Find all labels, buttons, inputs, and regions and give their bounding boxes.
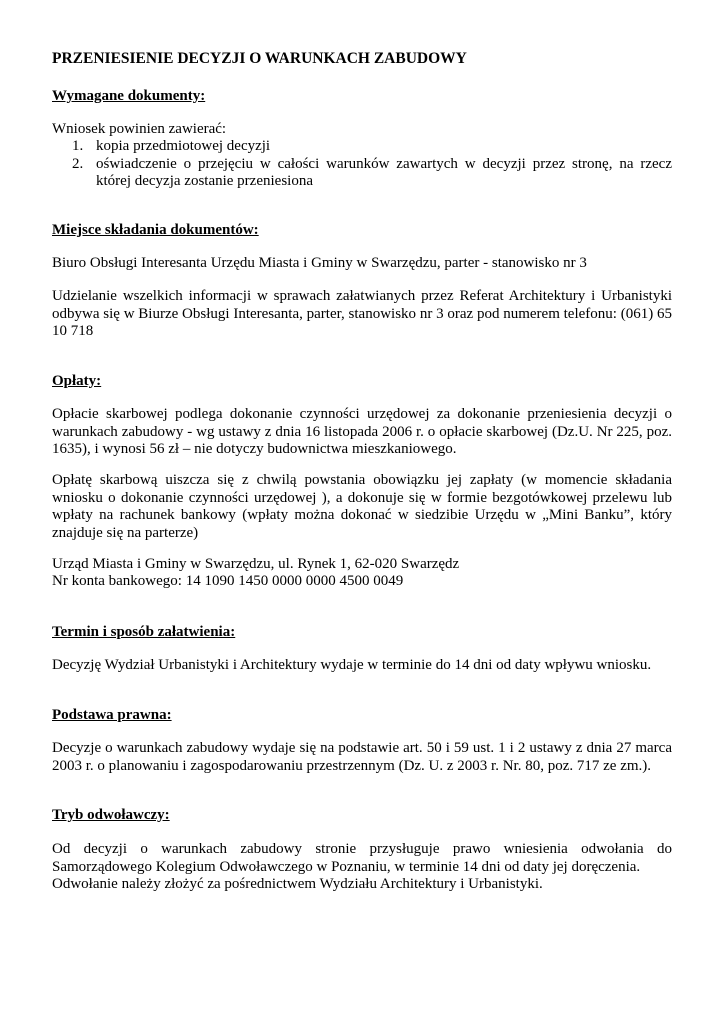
heading-legal-basis: Podstawa prawna: xyxy=(52,707,172,723)
deadline-paragraph: Decyzję Wydział Urbanistyki i Architektury wydaje w terminie do 14 dni od daty wpływu wniosku. xyxy=(52,657,652,673)
documents-intro: Wniosek powinien zawierać: xyxy=(52,121,227,137)
bank-account: Nr konta bankowego: 14 1090 1450 0000 0000 4500 0049 xyxy=(52,573,404,589)
list-item-text: oświadczenie o przejęciu w całości warunków zawartych w decyzji przez stronę, na rzecz której decyzja zostanie przeniesiona xyxy=(96,155,672,190)
documents-list xyxy=(52,138,672,191)
office-address: Urząd Miasta i Gminy w Swarzędzu, ul. Rynek 1, 62-020 Swarzędz xyxy=(52,556,460,572)
heading-appeal: Tryb odwoławczy: xyxy=(52,807,170,823)
fees-paragraph-2: Opłatę skarbową uiszcza się z chwilą powstania obowiązku jej zapłaty (w momencie składania wniosku o dokonanie czynności urzędowej ), a dokonuje się w formie bezgotówkowej przelewu lub wpłaty na rachunek bankowy (wpłaty można dokonać w siedzibie Urzędu w „Mini Banku”, który znajduje się na parterze) xyxy=(52,472,672,541)
appeal-paragraph-1: Od decyzji o warunkach zabudowy stronie przysługuje prawo wniesienia odwołania do Samorządowego Kolegium Odwoławczego w Poznaniu, w terminie 14 dni od daty jej doręczenia. xyxy=(52,841,672,875)
heading-deadline: Termin i sposób załatwienia: xyxy=(52,624,236,640)
heading-required-documents: Wymagane dokumenty: xyxy=(52,88,206,104)
list-item-text: kopia przedmiotowej decyzji xyxy=(96,138,271,154)
legal-basis-paragraph: Decyzje o warunkach zabudowy wydaje się na podstawie art. 50 i 59 ust. 1 i 2 ustawy z dnia 27 marca 2003 r. o planowaniu i zagospodarowaniu przestrzennym (Dz. U. z 2003 r. Nr. 80, poz. 717 ze zm.). xyxy=(52,740,672,774)
information-paragraph: Udzielanie wszelkich informacji w sprawach załatwianych przez Referat Architektury i Urbanistyki odbywa się w Biurze Obsługi Interesanta, parter, stanowisko nr 3 oraz pod numerem telefonu: (061) 65 10 718 xyxy=(52,288,672,340)
heading-fees: Opłaty: xyxy=(52,373,102,389)
page-title: PRZENIESIENIE DECYZJI O WARUNKACH ZABUDOWY xyxy=(52,50,467,67)
fees-paragraph-1: Opłacie skarbowej podlega dokonanie czynności urzędowej za dokonanie przeniesienia decyzji o warunkach zabudowy - wg ustawy z dnia 16 listopada 2006 r. o opłacie skarbowej (Dz.U. Nr 225, poz. 1635), i wynosi 56 zł – nie dotyczy budownictwa mieszkaniowego. xyxy=(52,406,672,458)
heading-submission-place: Miejsce składania dokumentów: xyxy=(52,222,259,238)
list-item xyxy=(52,156,672,191)
list-item-number: 1. xyxy=(72,138,84,154)
list-item-number: 2. xyxy=(72,155,84,172)
submission-office: Biuro Obsługi Interesanta Urzędu Miasta i Gminy w Swarzędzu, parter - stanowisko nr 3 xyxy=(52,255,587,271)
list-item xyxy=(52,138,672,156)
appeal-paragraph-2: Odwołanie należy złożyć za pośrednictwem Wydziału Architektury i Urbanistyki. xyxy=(52,876,543,892)
